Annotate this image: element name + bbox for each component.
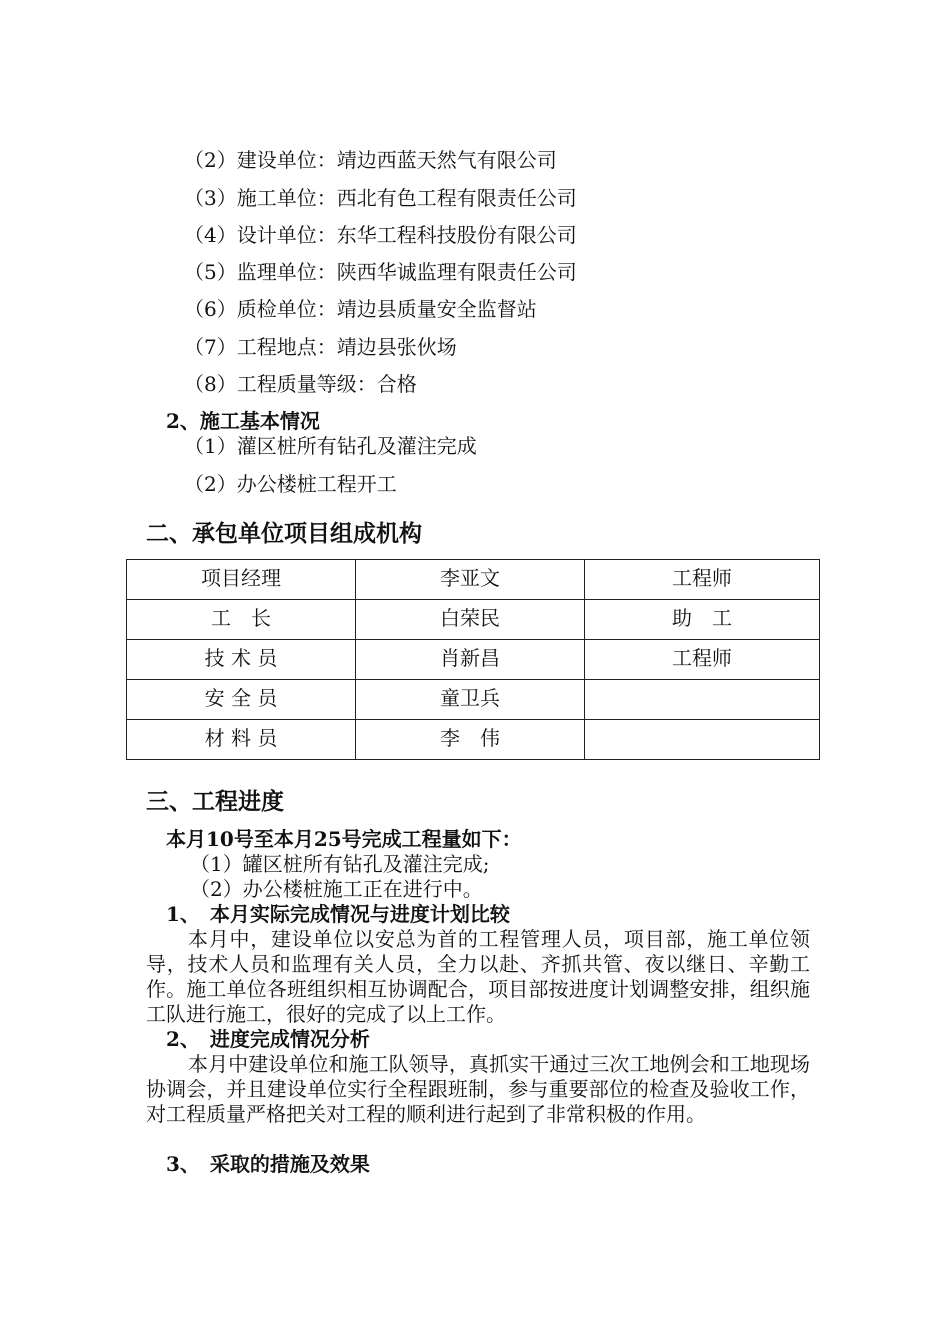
table-cell: 肖新昌 bbox=[356, 640, 585, 680]
progress-summary-item: （2）办公楼桩施工正在进行中。 bbox=[190, 877, 483, 901]
info-line-supervisor: （5）监理单位：陕西华诚监理有限责任公司 bbox=[184, 260, 577, 284]
table-row bbox=[127, 720, 820, 760]
table-row bbox=[127, 680, 820, 720]
table-cell: 助 工 bbox=[585, 600, 820, 640]
section3-title: 三、工程进度 bbox=[146, 788, 284, 815]
organization-table bbox=[126, 559, 820, 760]
info-line-client: （2）建设单位：靖边西蓝天然气有限公司 bbox=[184, 148, 557, 172]
info-line-quality-grade: （8）工程质量等级：合格 bbox=[184, 372, 417, 396]
table-cell: 李 伟 bbox=[356, 720, 585, 760]
subsection2-heading: 2、 进度完成情况分析 bbox=[166, 1027, 370, 1051]
table-cell: 安 全 员 bbox=[127, 680, 356, 720]
table-cell: 项目经理 bbox=[127, 560, 356, 600]
table-cell: 童卫兵 bbox=[356, 680, 585, 720]
table-cell: 工程师 bbox=[585, 560, 820, 600]
table-cell bbox=[585, 720, 820, 760]
subsection1-paragraph: 本月中，建设单位以安总为首的工程管理人员，项目部，施工单位领导，技术人员和监理有关人员，全力以赴、齐抓共管、夜以继日、辛勤工作。施工单位各班组织相互协调配合，项目部按进度计划调整安排，组织施工队进行施工，很好的完成了以上工作。 bbox=[146, 927, 810, 1026]
info-line-designer: （4）设计单位：东华工程科技股份有限公司 bbox=[184, 223, 577, 247]
info-line-inspector: （6）质检单位：靖边县质量安全监督站 bbox=[184, 297, 537, 321]
table-cell: 李亚文 bbox=[356, 560, 585, 600]
construction-item: （2）办公楼桩工程开工 bbox=[184, 472, 397, 496]
table-cell: 工 长 bbox=[127, 600, 356, 640]
progress-summary-heading: 本月10号至本月25号完成工程量如下： bbox=[166, 827, 522, 851]
table-cell bbox=[585, 680, 820, 720]
table-cell: 工程师 bbox=[585, 640, 820, 680]
subsection1-heading: 1、 本月实际完成情况与进度计划比较 bbox=[166, 902, 510, 926]
table-cell: 技 术 员 bbox=[127, 640, 356, 680]
section2-title: 二、承包单位项目组成机构 bbox=[146, 520, 422, 547]
construction-item: （1）灌区桩所有钻孔及灌注完成 bbox=[184, 434, 477, 458]
subsection2-paragraph: 本月中建设单位和施工队领导，真抓实干通过三次工地例会和工地现场协调会，并且建设单位实行全程跟班制，参与重要部位的检查及验收工作，对工程质量严格把关对工程的顺利进行起到了非常积极的作用。 bbox=[146, 1052, 810, 1126]
table-cell: 材 料 员 bbox=[127, 720, 356, 760]
info-line-contractor: （3）施工单位：西北有色工程有限责任公司 bbox=[184, 186, 577, 210]
table-row bbox=[127, 560, 820, 600]
subsection3-heading: 3、 采取的措施及效果 bbox=[166, 1152, 370, 1176]
table-row bbox=[127, 600, 820, 640]
info-line-location: （7）工程地点：靖边县张伙场 bbox=[184, 335, 457, 359]
construction-heading: 2、施工基本情况 bbox=[166, 409, 320, 433]
table-row bbox=[127, 640, 820, 680]
table-cell: 白荣民 bbox=[356, 600, 585, 640]
progress-summary-item: （1）罐区桩所有钻孔及灌注完成; bbox=[190, 852, 490, 876]
